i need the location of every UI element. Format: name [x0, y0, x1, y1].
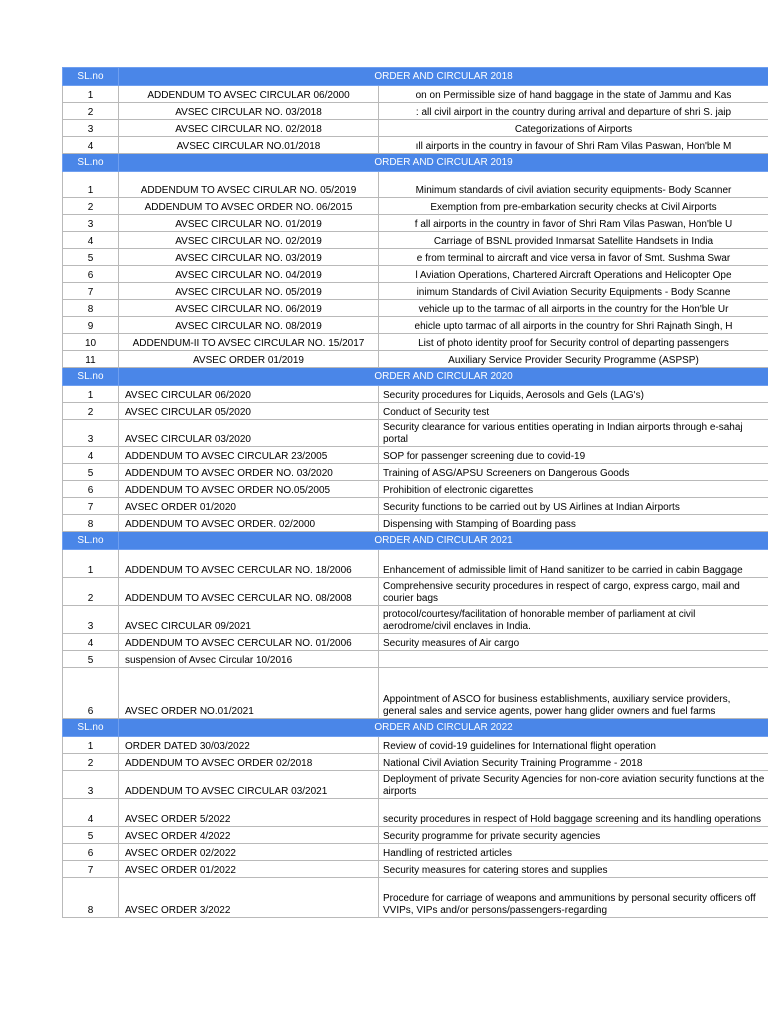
description-cell[interactable]: Comprehensive security procedures in respect of cargo, express cargo, mail and courier bags	[379, 578, 768, 606]
sl-no-cell[interactable]: 8	[63, 300, 119, 317]
sl-no-cell[interactable]: 10	[63, 334, 119, 351]
document-title-cell[interactable]: ADDENDUM TO AVSEC ORDER NO.05/2005	[119, 481, 379, 498]
sl-no-cell[interactable]: 7	[63, 498, 119, 515]
sl-no-cell[interactable]: 6	[63, 266, 119, 283]
sl-no-cell[interactable]: 1	[63, 172, 119, 198]
document-title-cell[interactable]: ADDENDUM TO AVSEC CERCULAR NO. 18/2006	[119, 550, 379, 578]
sl-no-cell[interactable]: 6	[63, 668, 119, 719]
document-title-cell[interactable]: AVSEC ORDER 01/2022	[119, 861, 379, 878]
table-row	[63, 334, 768, 351]
sl-no-cell[interactable]: 7	[63, 861, 119, 878]
sl-no-cell[interactable]: 1	[63, 737, 119, 754]
document-title-cell[interactable]: AVSEC CIRCULAR NO. 05/2019	[119, 283, 379, 300]
table-row	[63, 215, 768, 232]
description-cell[interactable]	[379, 266, 768, 283]
sl-no-cell[interactable]: 2	[63, 754, 119, 771]
document-title-cell[interactable]: AVSEC ORDER 02/2022	[119, 844, 379, 861]
document-title-cell[interactable]: AVSEC CIRCULAR NO. 03/2019	[119, 249, 379, 266]
section-header-row	[63, 154, 768, 172]
description-cell[interactable]: Security functions to be carried out by US Airlines at Indian Airports	[379, 498, 768, 515]
table-row	[63, 737, 768, 754]
document-title-cell[interactable]: AVSEC CIRCULAR 06/2020	[119, 386, 379, 403]
table-row	[63, 172, 768, 198]
description-cell[interactable]: Carriage of BSNL provided Inmarsat Satellite Handsets in India	[379, 232, 768, 249]
document-title-cell[interactable]: AVSEC CIRCULAR NO. 08/2019	[119, 317, 379, 334]
sl-no-cell[interactable]: 3	[63, 771, 119, 799]
document-title-cell[interactable]: AVSEC ORDER 5/2022	[119, 799, 379, 827]
description-cell[interactable]: Conduct of Security test	[379, 403, 768, 420]
sl-no-header-cell[interactable]: SL.no	[63, 368, 119, 386]
sl-no-cell[interactable]: 4	[63, 232, 119, 249]
description-cell[interactable]: Security measures of Air cargo	[379, 634, 768, 651]
table-row	[63, 447, 768, 464]
description-text: on on Permissible size of hand baggage in the state of Jammu and Kas	[415, 89, 732, 101]
description-cell[interactable]: Handling of restricted articles	[379, 844, 768, 861]
document-title-cell[interactable]: ADDENDUM TO AVSEC CIRCULAR 03/2021	[119, 771, 379, 799]
document-title-cell[interactable]: ORDER DATED 30/03/2022	[119, 737, 379, 754]
document-title-cell[interactable]: AVSEC CIRCULAR NO. 02/2018	[119, 120, 379, 137]
table-row	[63, 266, 768, 283]
section-title-cell[interactable]: ORDER AND CIRCULAR 2022	[119, 719, 768, 737]
description-cell[interactable]	[379, 283, 768, 300]
table-row	[63, 481, 768, 498]
table-row	[63, 651, 768, 668]
section-header-row	[63, 719, 768, 737]
document-title-cell[interactable]: AVSEC ORDER 01/2019	[119, 351, 379, 368]
section-title-cell[interactable]: ORDER AND CIRCULAR 2018	[119, 68, 768, 86]
document-title-cell[interactable]: ADDENDUM TO AVSEC CIRCULAR 06/2000	[119, 86, 379, 103]
sl-no-cell[interactable]: 4	[63, 634, 119, 651]
sl-no-cell[interactable]: 2	[63, 578, 119, 606]
table-row	[63, 283, 768, 300]
description-cell[interactable]: Prohibition of electronic cigarettes	[379, 481, 768, 498]
table-row	[63, 317, 768, 334]
description-cell[interactable]: Deployment of private Security Agencies for non-core aviation security functions at the airports	[379, 771, 768, 799]
table-row	[63, 754, 768, 771]
section-title-cell[interactable]: ORDER AND CIRCULAR 2019	[119, 154, 768, 172]
table-row	[63, 120, 768, 137]
sl-no-cell[interactable]: 11	[63, 351, 119, 368]
sl-no-cell[interactable]: 4	[63, 447, 119, 464]
orders-circulars-sheet	[62, 67, 768, 918]
description-text: vehicle up to the tarmac of all airports in the country for the Hon'ble Ur	[418, 303, 729, 315]
sl-no-cell[interactable]: 7	[63, 283, 119, 300]
sl-no-cell[interactable]: 5	[63, 464, 119, 481]
table-row	[63, 498, 768, 515]
table-row	[63, 464, 768, 481]
description-cell[interactable]: Security procedures for Liquids, Aerosols and Gels (LAG's)	[379, 386, 768, 403]
description-cell[interactable]: Exemption from pre-embarkation security checks at Civil Airports	[379, 198, 768, 215]
sl-no-cell[interactable]: 8	[63, 878, 119, 918]
table-row	[63, 386, 768, 403]
description-cell[interactable]	[379, 249, 768, 266]
description-cell[interactable]: Security measures for catering stores and supplies	[379, 861, 768, 878]
description-cell[interactable]: Categorizations of Airports	[379, 120, 768, 137]
table-row	[63, 232, 768, 249]
description-cell[interactable]: Auxiliary Service Provider Security Programme (ASPSP)	[379, 351, 768, 368]
sl-no-cell[interactable]: 5	[63, 249, 119, 266]
section-header-row	[63, 532, 768, 550]
description-cell[interactable]	[379, 317, 768, 334]
document-title-cell[interactable]: AVSEC ORDER 3/2022	[119, 878, 379, 918]
sl-no-cell[interactable]: 3	[63, 215, 119, 232]
sheet-body	[63, 68, 768, 918]
sl-no-cell[interactable]: 2	[63, 198, 119, 215]
document-title-cell[interactable]: suspension of Avsec Circular 10/2016	[119, 651, 379, 668]
description-text: ehicle upto tarmac of all airports in the country for Shri Rajnath Singh, H	[414, 320, 733, 332]
section-header-row	[63, 68, 768, 86]
document-title-cell[interactable]: ADDENDUM TO AVSEC CERCULAR NO. 08/2008	[119, 578, 379, 606]
sl-no-cell[interactable]: 8	[63, 515, 119, 532]
sl-no-cell[interactable]: 1	[63, 550, 119, 578]
section-title-cell[interactable]: ORDER AND CIRCULAR 2020	[119, 368, 768, 386]
document-title-cell[interactable]: AVSEC ORDER NO.01/2021	[119, 668, 379, 719]
description-cell[interactable]: Review of covid-19 guidelines for International flight operation	[379, 737, 768, 754]
document-title-cell[interactable]: AVSEC CIRCULAR NO.01/2018	[119, 137, 379, 154]
sl-no-cell[interactable]: 1	[63, 86, 119, 103]
document-title-cell[interactable]: AVSEC CIRCULAR NO. 06/2019	[119, 300, 379, 317]
sl-no-cell[interactable]: 6	[63, 844, 119, 861]
description-text: : all civil airport in the country during arrival and departure of shri S. jaip	[415, 106, 732, 118]
table-row	[63, 249, 768, 266]
document-title-cell[interactable]: AVSEC CIRCULAR NO. 03/2018	[119, 103, 379, 120]
description-text: inimum Standards of Civil Aviation Security Equipments - Body Scanne	[416, 286, 731, 298]
description-cell[interactable]: Procedure for carriage of weapons and ammunitions by personal security officers off VVIPs, VIPs and/or persons/passengers-regarding	[379, 878, 768, 918]
sl-no-cell[interactable]: 6	[63, 481, 119, 498]
table-row	[63, 799, 768, 827]
table-row	[63, 578, 768, 606]
table-row	[63, 861, 768, 878]
document-title-cell[interactable]: ADDENDUM TO AVSEC ORDER NO. 06/2015	[119, 198, 379, 215]
sl-no-cell[interactable]: 5	[63, 651, 119, 668]
description-cell[interactable]	[379, 137, 768, 154]
document-title-cell[interactable]: AVSEC CIRCULAR 03/2020	[119, 420, 379, 447]
description-text: f all airports in the country in favor of Shri Ram Vilas Paswan, Hon'ble U	[414, 218, 733, 230]
section-title-cell[interactable]: ORDER AND CIRCULAR 2021	[119, 532, 768, 550]
sl-no-cell[interactable]: 3	[63, 120, 119, 137]
description-text: l Aviation Operations, Chartered Aircraft Operations and Helicopter Ope	[415, 269, 732, 281]
description-text: Minimum standards of civil aviation security equipments- Body Scanner	[415, 184, 732, 196]
sl-no-cell[interactable]: 5	[63, 827, 119, 844]
document-title-cell[interactable]: ADDENDUM-II TO AVSEC CIRCULAR NO. 15/2017	[119, 334, 379, 351]
document-title-cell[interactable]: AVSEC CIRCULAR NO. 04/2019	[119, 266, 379, 283]
sl-no-header-cell[interactable]: SL.no	[63, 719, 119, 737]
sl-no-header-cell[interactable]: SL.no	[63, 154, 119, 172]
description-text: ıll airports in the country in favour of Shri Ram Vilas Paswan, Hon'ble M	[415, 140, 732, 152]
sl-no-cell[interactable]: 9	[63, 317, 119, 334]
description-cell[interactable]	[379, 651, 768, 668]
sl-no-cell[interactable]: 1	[63, 386, 119, 403]
description-cell[interactable]: Appointment of ASCO for business establishments, auxiliary service providers, general sales and service agents, power hang glider owners and fuel farms	[379, 668, 768, 719]
description-cell[interactable]: Security clearance for various entities operating in Indian airports through e-sahaj portal	[379, 420, 768, 447]
table-row	[63, 606, 768, 634]
sl-no-header-cell[interactable]: SL.no	[63, 68, 119, 86]
description-cell[interactable]	[379, 215, 768, 232]
description-cell[interactable]	[379, 334, 768, 351]
table-row	[63, 137, 768, 154]
description-cell[interactable]	[379, 172, 768, 198]
document-title-cell[interactable]: AVSEC CIRCULAR 09/2021	[119, 606, 379, 634]
description-cell[interactable]: security procedures in respect of Hold baggage screening and its handling operations	[379, 799, 768, 827]
description-text: List of photo identity proof for Security control of departing passengers	[418, 337, 729, 349]
description-cell[interactable]: Enhancement of admissible limit of Hand sanitizer to be carried in cabin Baggage	[379, 550, 768, 578]
table-row	[63, 420, 768, 447]
table-row	[63, 86, 768, 103]
document-title-cell[interactable]: ADDENDUM TO AVSEC ORDER NO. 03/2020	[119, 464, 379, 481]
description-cell[interactable]: protocol/courtesy/facilitation of honorable member of parliament at civil aerodrome/civil enclaves in India.	[379, 606, 768, 634]
sl-no-cell[interactable]: 4	[63, 799, 119, 827]
table-row	[63, 844, 768, 861]
table-row	[63, 300, 768, 317]
description-cell[interactable]	[379, 103, 768, 120]
table-row	[63, 668, 768, 719]
table-row	[63, 550, 768, 578]
table-row	[63, 403, 768, 420]
description-cell[interactable]: National Civil Aviation Security Training Programme - 2018	[379, 754, 768, 771]
table-row	[63, 771, 768, 799]
document-title-cell[interactable]: ADDENDUM TO AVSEC CERCULAR NO. 01/2006	[119, 634, 379, 651]
document-title-cell[interactable]: AVSEC CIRCULAR NO. 01/2019	[119, 215, 379, 232]
description-text: e from terminal to aircraft and vice versa in favor of Smt. Sushma Swar	[416, 252, 731, 264]
sl-no-header-cell[interactable]: SL.no	[63, 532, 119, 550]
document-title-cell[interactable]: ADDENDUM TO AVSEC CIRULAR NO. 05/2019	[119, 172, 379, 198]
table-row	[63, 351, 768, 368]
description-cell[interactable]: Training of ASG/APSU Screeners on Dangerous Goods	[379, 464, 768, 481]
sl-no-cell[interactable]: 2	[63, 103, 119, 120]
sl-no-cell[interactable]: 3	[63, 606, 119, 634]
document-title-cell[interactable]: ADDENDUM TO AVSEC CIRCULAR 23/2005	[119, 447, 379, 464]
table-row	[63, 198, 768, 215]
description-cell[interactable]	[379, 300, 768, 317]
table-row	[63, 103, 768, 120]
document-title-cell[interactable]: AVSEC CIRCULAR 05/2020	[119, 403, 379, 420]
description-cell[interactable]: SOP for passenger screening due to covid-19	[379, 447, 768, 464]
sl-no-cell[interactable]: 4	[63, 137, 119, 154]
document-title-cell[interactable]: ADDENDUM TO AVSEC ORDER. 02/2000	[119, 515, 379, 532]
table-row	[63, 515, 768, 532]
document-title-cell[interactable]: AVSEC CIRCULAR NO. 02/2019	[119, 232, 379, 249]
document-title-cell[interactable]: ADDENDUM TO AVSEC ORDER 02/2018	[119, 754, 379, 771]
section-header-row	[63, 368, 768, 386]
description-cell[interactable]	[379, 86, 768, 103]
table-row	[63, 827, 768, 844]
document-title-cell[interactable]: AVSEC ORDER 4/2022	[119, 827, 379, 844]
sl-no-cell[interactable]: 3	[63, 420, 119, 447]
document-title-cell[interactable]: AVSEC ORDER 01/2020	[119, 498, 379, 515]
table-row	[63, 634, 768, 651]
description-cell[interactable]: Dispensing with Stamping of Boarding pass	[379, 515, 768, 532]
table-row	[63, 878, 768, 918]
sl-no-cell[interactable]: 2	[63, 403, 119, 420]
description-cell[interactable]: Security programme for private security agencies	[379, 827, 768, 844]
